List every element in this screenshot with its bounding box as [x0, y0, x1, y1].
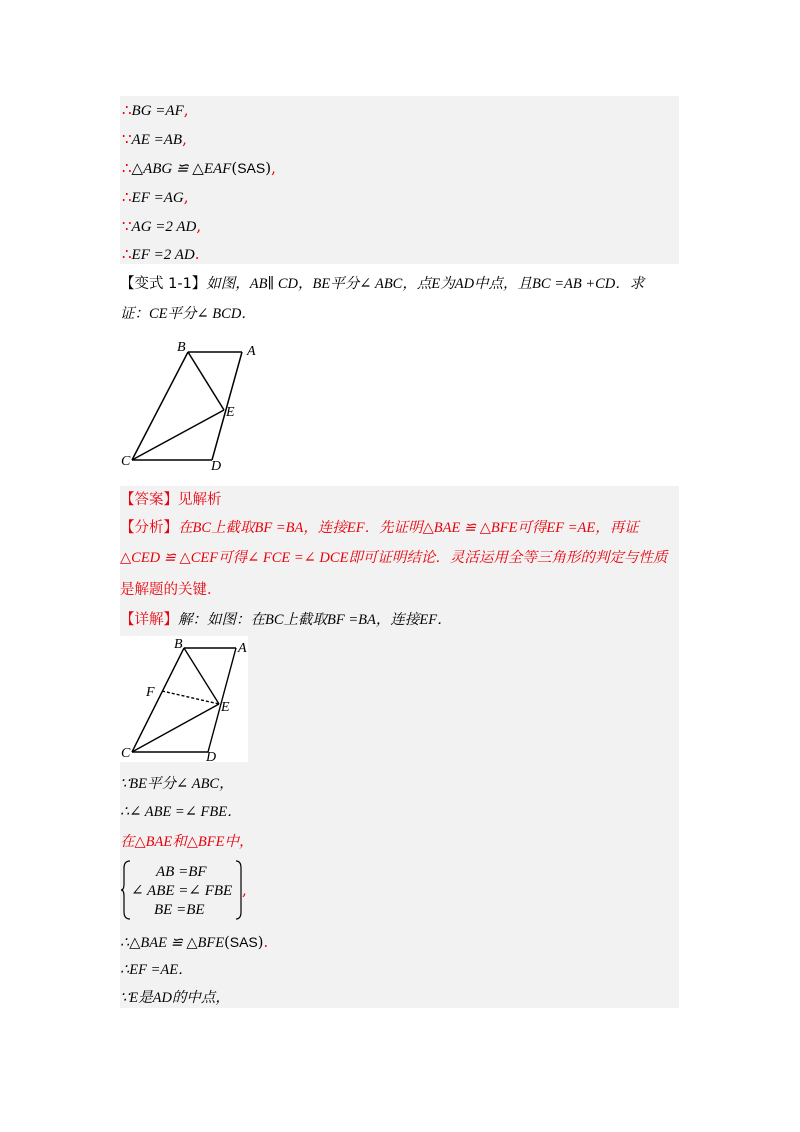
proof2-line5: ∴EF =AE．: [120, 962, 193, 978]
proof-line-1: ∴BG =AF,: [122, 101, 189, 119]
fig1-label-B: B: [177, 340, 186, 355]
proof2-line6: ∵E是AD的中点，: [120, 990, 230, 1006]
proof2-line1: ∵BE平分∠ ABC，: [120, 776, 234, 792]
answer-line: 【答案】见解析: [120, 492, 222, 508]
top-proof-block: [120, 96, 679, 264]
fig1-label-C: C: [121, 454, 131, 469]
system-eq-3: BE =BE: [154, 902, 205, 918]
fig2-label-E: E: [221, 700, 230, 715]
variant-problem-line2: 证：CE平分∠ BCD．: [120, 306, 256, 322]
fig2-label-D: D: [206, 750, 217, 764]
geometry-figure-2: [118, 636, 250, 764]
fig2-label-B: B: [174, 637, 183, 652]
fig2-label-C: C: [121, 746, 131, 761]
system-suffix: ,: [242, 881, 247, 899]
fig2-label-A: A: [238, 641, 247, 656]
fig1-label-E: E: [226, 405, 235, 420]
left-brace: [121, 860, 131, 920]
geometry-figure-1: [118, 338, 278, 473]
fig2-label-F: F: [146, 685, 155, 700]
system-eq-1: AB =BF: [156, 864, 207, 880]
fig1-label-D: D: [211, 459, 222, 473]
detail-line: 【详解】解：如图：在BC上截取BF =BA，连接EF．: [120, 612, 452, 628]
proof-line-2: ∵AE =AB,: [122, 130, 187, 148]
proof2-line3: 在△BAE和△BFE中，: [120, 834, 254, 850]
proof-line-5: ∵AG =2 AD,: [122, 217, 202, 235]
proof-line-4: ∴EF =AG,: [122, 188, 189, 206]
variant-problem-line1: 【变式 1-1】如图，AB∥ CD，BE平分∠ ABC，点E为AD中点，且BC =AB +CD．求: [120, 276, 645, 292]
proof-line-3: ∴△ABG ≌ △EAF(SAS),: [122, 159, 276, 177]
proof2-line2: ∴∠ ABE =∠ FBE．: [120, 804, 242, 820]
proof-line-6: ∴EF =2 AD.: [122, 245, 200, 263]
system-eq-2: ∠ ABE =∠ FBE: [131, 883, 233, 899]
proof2-line4: ∴△BAE ≌ △BFE(SAS).: [120, 934, 269, 951]
analysis-line2: △CED ≌ △CEF可得∠ FCE =∠ DCE即可证明结论．灵活运用全等三角形的判定与性质: [120, 550, 668, 566]
analysis-line1: 【分析】在BC上截取BF =BA，连接EF．先证明△BAE ≌ △BFE可得EF =AE，再证: [120, 520, 639, 536]
fig1-label-A: A: [247, 344, 256, 359]
analysis-line3: 是解题的关键．: [120, 582, 222, 598]
